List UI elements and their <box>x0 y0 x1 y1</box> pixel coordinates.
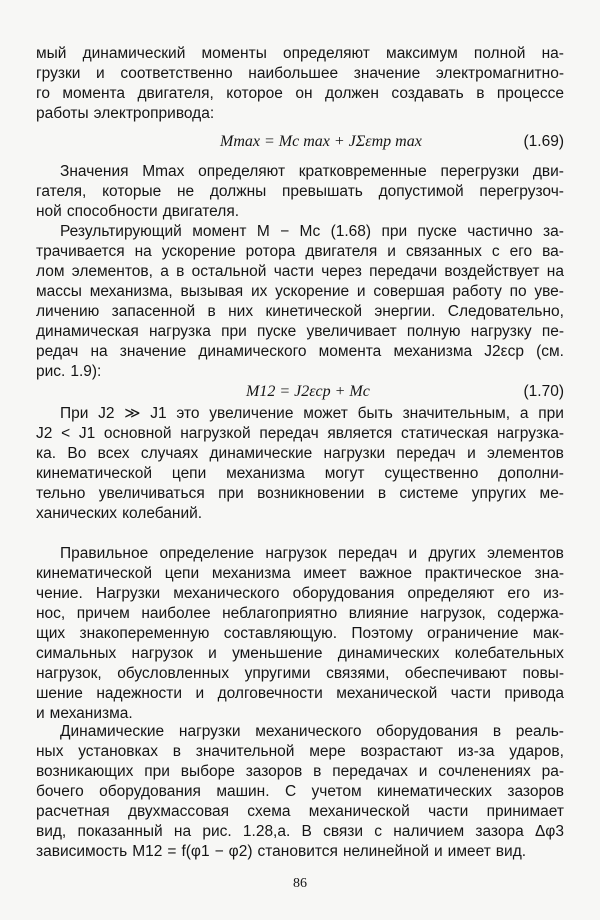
equation-formula: M12 = J2εср + Mc <box>246 383 370 400</box>
paragraph-1-line-1: мый динамический моменты определяют максимум полной на- <box>36 45 564 62</box>
equation-2 <box>36 381 564 403</box>
paragraph-6-line-4: бочего оборудования машин. С учетом кинематических зазоров <box>36 783 564 800</box>
equation-1 <box>36 131 564 153</box>
paragraph-3-line-4: массы механизма, вызывая их ускорение и совершая работу по уве- <box>36 283 564 300</box>
paragraph-4-line-2: J2 < J1 основной нагрузкой передач является статическая нагрузка- <box>36 425 564 442</box>
paragraph-5-line-1: Правильное определение нагрузок передач и других элементов <box>60 545 564 562</box>
equation-number: (1.69) <box>523 133 564 150</box>
paragraph-1-line-3: го момента двигателя, которое он должен создавать в процессе <box>36 85 564 102</box>
paragraph-6-line-1: Динамические нагрузки механического оборудования в реаль- <box>60 723 564 740</box>
paragraph-4-line-3: ка. Во всех случаях динамические нагрузки передач и элементов <box>36 445 564 462</box>
paragraph-2-line-3: ной способности двигателя. <box>36 203 240 220</box>
paragraph-5-line-2: кинематической цепи механизма имеет важное практическое зна- <box>36 565 564 582</box>
equation-formula: Mmax = Mc max + JΣεтр max <box>220 133 422 150</box>
paragraph-6-line-2: ных установках в значительной мере возрастают из-за ударов, <box>36 743 564 760</box>
paragraph-5-line-5: щих знакопеременную составляющую. Поэтому ограничение мак- <box>36 625 564 642</box>
paragraph-3-line-7: редач на значение динамического момента механизма J2εср (см. <box>36 343 564 360</box>
paragraph-3-line-5: личению запасенной в них кинетической энергии. Следовательно, <box>36 303 564 320</box>
paragraph-5-line-7: нагрузок, обусловленных упругими связями, обеспечивают повы- <box>36 665 564 682</box>
paragraph-2-line-2: гателя, которые не должны превышать допустимой перегрузоч- <box>36 183 564 200</box>
paragraph-6-line-7: зависимость M12 = f(φ1 − φ2) становится нелинейной и имеет вид. <box>36 843 527 860</box>
paragraph-3-line-6: динамическая нагрузка при пуске увеличивает полную нагрузку пе- <box>36 323 564 340</box>
paragraph-4-line-6: ханических колебаний. <box>36 505 203 522</box>
paragraph-5-line-8: шение надежности и долговечности механической части привода <box>36 685 564 702</box>
paragraph-5-line-4: нос, причем наиболее неблагоприятно влияние нагрузок, содержа- <box>36 605 564 622</box>
paragraph-6-line-5: расчетная двухмассовая схема механической части принимает <box>36 803 564 820</box>
paragraph-6-line-6: вид, показанный на рис. 1.28,a. В связи с наличием зазора Δφ3 <box>36 823 564 840</box>
paragraph-3-line-8: рис. 1.9): <box>36 363 102 380</box>
paragraph-3-line-3: лом элементов, а в остальной части через передачи воздействует на <box>36 263 564 280</box>
paragraph-4-line-4: кинематической цепи механизма могут существенно дополни- <box>36 465 564 482</box>
paragraph-4-line-1: При J2 ≫ J1 это увеличение может быть значительным, а при <box>60 405 564 422</box>
paragraph-1-line-2: грузки и соответственно наибольшее значение электромагнитно- <box>36 65 564 82</box>
paragraph-4-line-5: тельно увеличиваться при возникновении в системе упругих ме- <box>36 485 564 502</box>
paragraph-5-line-9: и механизма. <box>36 705 133 722</box>
paragraph-6-line-3: возникающих при выборе зазоров в передачах и сочленениях ра- <box>36 763 564 780</box>
equation-number: (1.70) <box>523 383 564 400</box>
paragraph-5-line-6: симальных нагрузок и уменьшение динамических колебательных <box>36 645 564 662</box>
paragraph-1-line-4: работы электропривода: <box>36 105 215 122</box>
paragraph-2-line-1: Значения Mmax определяют кратковременные перегрузки дви- <box>60 163 564 180</box>
paragraph-3-line-2: трачивается на ускорение ротора двигателя и связанных с его ва- <box>36 243 564 260</box>
page-number: 86 <box>293 876 307 891</box>
paragraph-5-line-3: чение. Нагрузки механического оборудования определяют его из- <box>36 585 564 602</box>
paragraph-3-line-1: Результирующий момент M − Mc (1.68) при пуске частично за- <box>60 223 564 240</box>
